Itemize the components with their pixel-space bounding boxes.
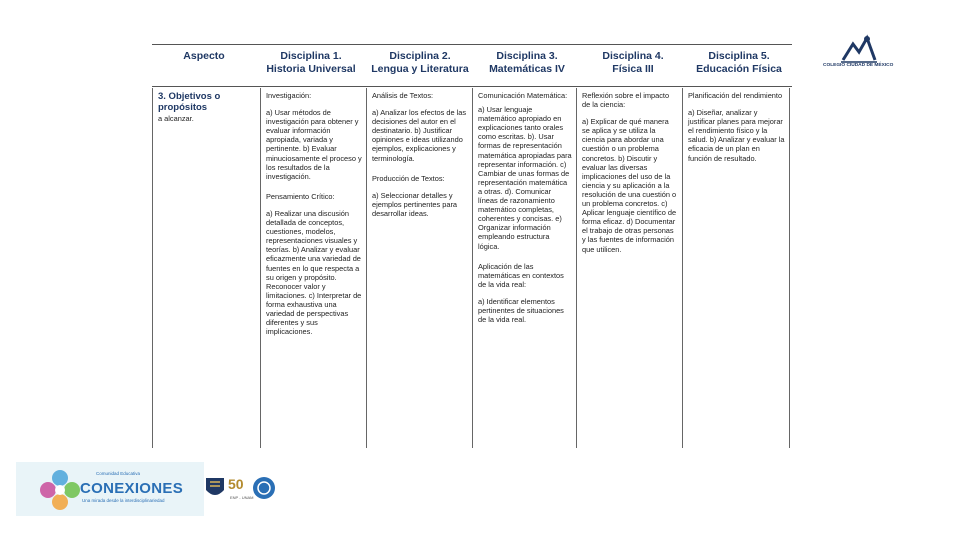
d1-section1-body: a) Usar métodos de investigación para obtener y evaluar información apropiada, variada y pertinente. b) Evaluar minuciosamente el proceso y los resultados de la investigación.	[266, 108, 362, 181]
d2-section1-body: a) Analizar los efectos de las decisiones del autor en el destinatario. b) Justificar opiniones e ideas utilizando ejemplos, explicaciones y terminología.	[372, 108, 467, 163]
aspect-cell	[153, 88, 260, 448]
conexiones-tagline: Una mirada desde la interdisciplinariedad	[82, 498, 165, 503]
aspect-title: 3. Objetivos o propósitos	[158, 91, 221, 113]
header-aspect-label: Aspecto	[183, 50, 225, 62]
footer-logos	[16, 462, 280, 516]
d3-section1-heading: Comunicación Matemática:	[478, 91, 568, 100]
school-logo-text: COLEGIO CIUDAD DE MÉXICO	[823, 63, 894, 68]
header-d2-title: Disciplina 2.	[389, 50, 451, 62]
header-d2-sub: Lengua y Literatura	[371, 63, 469, 75]
header-discipline-1	[256, 50, 366, 76]
header-discipline-5	[686, 50, 792, 76]
conexiones-banner	[16, 462, 204, 516]
aspect-subtitle: a alcanzar.	[158, 114, 194, 123]
unam-shield-icon	[204, 476, 226, 500]
d2-section1-heading: Análisis de Textos:	[372, 91, 434, 100]
d4-cell	[577, 88, 682, 448]
d5-cell	[683, 88, 789, 448]
conexiones-top-text: Comunidad Educativa	[96, 471, 141, 476]
objectives-table	[152, 44, 792, 448]
conexiones-title: CONEXIONES	[80, 480, 184, 497]
header-d1-title: Disciplina 1.	[280, 50, 342, 62]
d2-section2-body: a) Seleccionar detalles y ejemplos pertinentes para desarrollar ideas.	[372, 190, 458, 218]
d3-section1-body: a) Usar lenguaje matemático apropiado en explicaciones tanto orales como escritas. b). Usar formas de representación matemática apropiadas para representar información. c) Cambiar de unas formas de representación matemática a otras. d). Comunicar líneas de razonamiento matemático completas, coherentes y concisas. e) Organizar información empleando estructura lógica.	[478, 105, 572, 251]
header-d1-sub: Historia Universal	[266, 63, 356, 75]
d5-section1-heading: Planificación del rendimiento	[688, 91, 783, 100]
header-d5-sub: Educación Física	[696, 63, 782, 75]
header-d5-title: Disciplina 5.	[708, 50, 770, 62]
header-discipline-4	[580, 50, 686, 76]
table-header-rule	[152, 86, 792, 87]
d3-section2-body: a) Identificar elementos pertinentes de situaciones de la vida real.	[478, 296, 564, 325]
header-d3-title: Disciplina 3.	[496, 50, 558, 62]
d1-cell	[261, 88, 366, 448]
header-discipline-2	[366, 50, 474, 76]
fifty-years-logo: 50	[228, 476, 244, 492]
header-discipline-3	[474, 50, 580, 76]
d4-section1-body: a) Explicar de qué manera se aplica y se utiliza la ciencia para abordar una cuestión o un problema concretos. b) Discutir y evaluar las diversas implicaciones del uso de la ciencia y su aplicación a la resolución de una cuestión o un problema concretos. c) Aplicar lenguaje científico de forma eficaz. d) Documentar el trabajo de otras personas y las fuentes de información que utilicen.	[582, 117, 677, 254]
header-d4-sub: Física III	[612, 63, 654, 75]
school-logo	[815, 32, 911, 76]
d1-section2-body: a) Realizar una discusión detallada de conceptos, cuestiones, modelos, representaciones visuales y teorías. b) Analizar y evaluar eficazmente una variedad de fuentes en lo que respecta a su origen y propósito. Reconocer valor y limitaciones. c) Interpretar de forma exhaustiva una variedad de perspectivas diferentes y sus implicaciones.	[266, 208, 362, 337]
col-divider	[789, 88, 790, 448]
d1-section1-heading: Investigación:	[266, 91, 312, 100]
d3-section2-heading: Aplicación de las matemáticas en contextos de la vida real:	[478, 261, 564, 289]
fifty-years-subtext: ENP - UNAM	[230, 495, 254, 500]
header-d4-title: Disciplina 4.	[602, 50, 664, 62]
d4-section1-heading: Reflexión sobre el impacto de la ciencia:	[582, 91, 670, 110]
header-aspect	[152, 50, 256, 63]
d2-cell	[367, 88, 472, 448]
conexiones-flower-icon	[38, 468, 82, 512]
table-top-rule	[152, 44, 792, 45]
school-emblem-icon	[839, 34, 879, 64]
d2-section2-heading: Producción de Textos:	[372, 173, 445, 183]
institution-circle-icon	[252, 476, 276, 500]
header-d3-sub: Matemáticas IV	[489, 63, 565, 75]
d5-section1-body: a) Diseñar, analizar y justificar planes para mejorar el rendimiento físico y la salud. b) Analizar y evaluar la eficacia de un plan en función de resultado.	[688, 108, 785, 163]
d1-section2-heading: Pensamiento Crítico:	[266, 191, 335, 201]
d3-cell	[473, 88, 576, 448]
